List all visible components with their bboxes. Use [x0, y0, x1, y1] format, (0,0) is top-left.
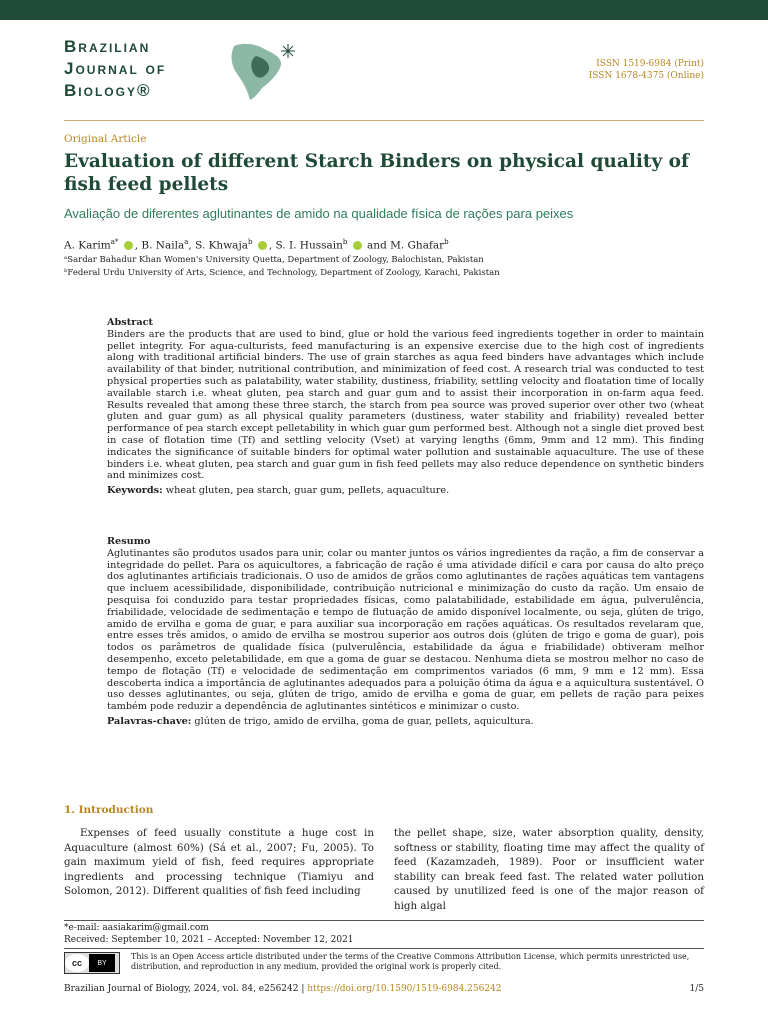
received-dates: Received: September 10, 2021 – Accepted: November 12, 2021: [64, 935, 354, 945]
author-naila-sup: a: [184, 238, 189, 246]
author-list: [64, 238, 449, 252]
introduction-heading: 1. Introduction: [64, 804, 154, 816]
resumo-section: [107, 536, 704, 728]
author-khwaja-sup: b: [247, 238, 253, 246]
orcid-icon[interactable]: [124, 241, 133, 250]
resumo-heading: Resumo: [107, 536, 151, 547]
author-hussain: , S. I. Hussain: [268, 239, 343, 252]
keywords-label: Keywords:: [107, 485, 163, 497]
citation-text: Brazilian Journal of Biology, 2024, vol. 84, e256242: [64, 984, 299, 994]
corresponding-email: *e-mail: aasiakarim@gmail.com: [64, 923, 209, 933]
abstract-heading: Abstract: [107, 317, 153, 328]
author-karim: A. Karim: [64, 239, 111, 252]
top-banner: [0, 0, 768, 20]
license-text: This is an Open Access article distributed under the terms of the Creative Commons Attribution License, which permits unrestricted use, distribution, and reproduction in any medium, provided the original work is properly cited.: [131, 952, 690, 971]
cc-by-mark: BY: [89, 954, 115, 972]
journal-citation-footer: [64, 984, 502, 994]
author-ghafar-sup: b: [444, 238, 449, 246]
south-america-map-icon: [214, 38, 300, 102]
logo-line-2: Journal of: [64, 59, 167, 78]
orcid-icon[interactable]: [353, 241, 362, 250]
intro-column-left: Expenses of feed usually constitute a huge cost in Aquaculture (almost 60%) (Sá et al., 2007; Fu, 2005). To gain maximum yield of fish, feed requires appropriate ingredients and processing technique (Tiamiyu and Solomon, 2012). Different qualities of fish feed including: [64, 827, 374, 897]
orcid-icon[interactable]: [258, 241, 267, 250]
author-ghafar: and M. Ghafar: [363, 239, 445, 252]
abstract-text: Binders are the products that are used to bind, glue or hold the various feed ingredients together in order to maintain pellet integrity. For aqua-culturists, feed manufacturing is an expensive exercise due to the high cost of ingredients along with traditional artificial binders. The use of grain starches as aqua feed binders have advantages which include availability of that binder, nutritional contribution, and minimization of feed cost. A research trial was conducted to test physical properties such as palatability, water stability, dustiness, friability, settling velocity and floatation time of locally available starch i.e. wheat gluten, pea starch and guar gum and to assist their incorporation in on-farm aqua feed. Results revealed that among these three starch, the starch from pea source was proved superior over other two (wheat gluten and guar gum) as all physical quality parameters (dustiness, water stability and friability) revealed better performance of pea starch except pelletability in which guar gum performed best. Although not a single diet proved best in case of flotation time (Tf) and settling velocity (Vset) at varying lengths (6mm, 9mm and 12 mm). This finding indicates the significance of suitable binders for optimal water pollution and sustainable aquaculture. The use of these binders i.e. wheat gluten, pea starch and guar gum in fish feed pellets may also reduce dependence on synthetic binders and minimizes cost.: [107, 328, 704, 482]
affiliation-a: ᵃSardar Bahadur Khan Women's University Quetta, Department of Zoology, Balochistan, Pakistan: [64, 255, 484, 265]
cc-mark: cc: [65, 954, 89, 972]
citation-separator: |: [298, 984, 308, 994]
page-number: 1/5: [689, 984, 704, 994]
logo-line-3: Biology®: [64, 81, 152, 100]
affiliation-b: ᵇFederal Urdu University of Arts, Science, and Technology, Department of Zoology, Karachi, Pakistan: [64, 268, 500, 278]
license-rule: [64, 948, 704, 949]
issn-block: [589, 58, 704, 82]
palavras-chave-label: Palavras-chave:: [107, 715, 192, 727]
resumo-text: Aglutinantes são produtos usados para unir, colar ou manter juntos os vários ingredientes da ração, a fim de conservar a integridade do pellet. Para os aquicultores, a fabricação de ração é uma atividade difícil e cara por causa do alto preço dos aglutinantes artificiais tradicionais. O uso de amidos de grãos como aglutinantes de rações aquáticas tem vantagens que incluem acessibilidade, disponibilidade, contribuição nutricional e minimização do custo da ração. Um ensaio de pesquisa foi conduzido para testar propriedades físicas, como palatabilidade, estabilidade em água, pulverulência, friabilidade, velocidade de sedimentação e tempo de flutuação de amido disponível localmente, ou seja, glúten de trigo, amido de ervilha e goma de guar, e para auxiliar sua incorporação em rações aquáticas. Os resultados revelaram que, entre esses três amidos, o amido de ervilha se mostrou superior aos outros dois (glúten de trigo e goma de guar), pois todos os parâmetros de qualidade física (pulverulência, estabilidade da água e friabilidade) obtiveram melhor desempenho, exceto peletabilidade, em que a goma de guar se destacou. Nenhuma dieta se mostrou melhor no caso de tempo de flotação (Tf) e velocidade de sedimentação em comprimentos variados (6 mm, 9 mm e 12 mm). Essa descoberta indica a importância de aglutinantes adequados para a poluição ótima da água e a aquicultura sustentável. O uso desses aglutinantes, ou seja, glúten de trigo, amido de ervilha e goma de guar, em pellets de ração para peixes também pode reduzir a dependência de aglutinantes sintéticos e minimizar o custo.: [107, 547, 704, 713]
article-title: Evaluation of different Starch Binders on physical quality of fish feed pellets: [64, 151, 689, 195]
author-khwaja: , S. Khwaja: [188, 239, 248, 252]
palavras-chave-line: [107, 716, 704, 728]
creative-commons-icon: [64, 952, 120, 974]
logo-line-1: Brazilian: [64, 37, 151, 56]
issn-print: ISSN 1519-6984 (Print): [596, 59, 704, 69]
footnote-rule: [64, 920, 704, 921]
journal-logo: [64, 36, 254, 106]
abstract-section: [107, 317, 704, 497]
author-naila: , B. Naila: [134, 239, 185, 252]
article-type: Original Article: [64, 133, 147, 145]
keywords-values: wheat gluten, pea starch, guar gum, pellets, aquaculture.: [162, 485, 450, 497]
author-karim-sup: a*: [110, 238, 119, 246]
palavras-chave-values: glúten de trigo, amido de ervilha, goma de guar, pellets, aquicultura.: [191, 715, 534, 727]
intro-column-right: the pellet shape, size, water absorption quality, density, softness or stability, floating time may affect the quality of feed (Kazamzadeh, 1989). Poor or insufficient water stability can break feed fast. The related water pollution caused by unutilized feed is one of the major reason of high algal: [394, 827, 704, 912]
author-hussain-sup: b: [342, 238, 348, 246]
issn-online: ISSN 1678-4375 (Online): [588, 71, 704, 81]
article-subtitle: Avaliação de diferentes aglutinantes de amido na qualidade física de rações para peixes: [64, 206, 574, 221]
doi-link[interactable]: https://doi.org/10.1590/1519-6984.256242: [307, 984, 502, 994]
keywords-line: [107, 485, 704, 497]
header-rule: [64, 120, 704, 121]
